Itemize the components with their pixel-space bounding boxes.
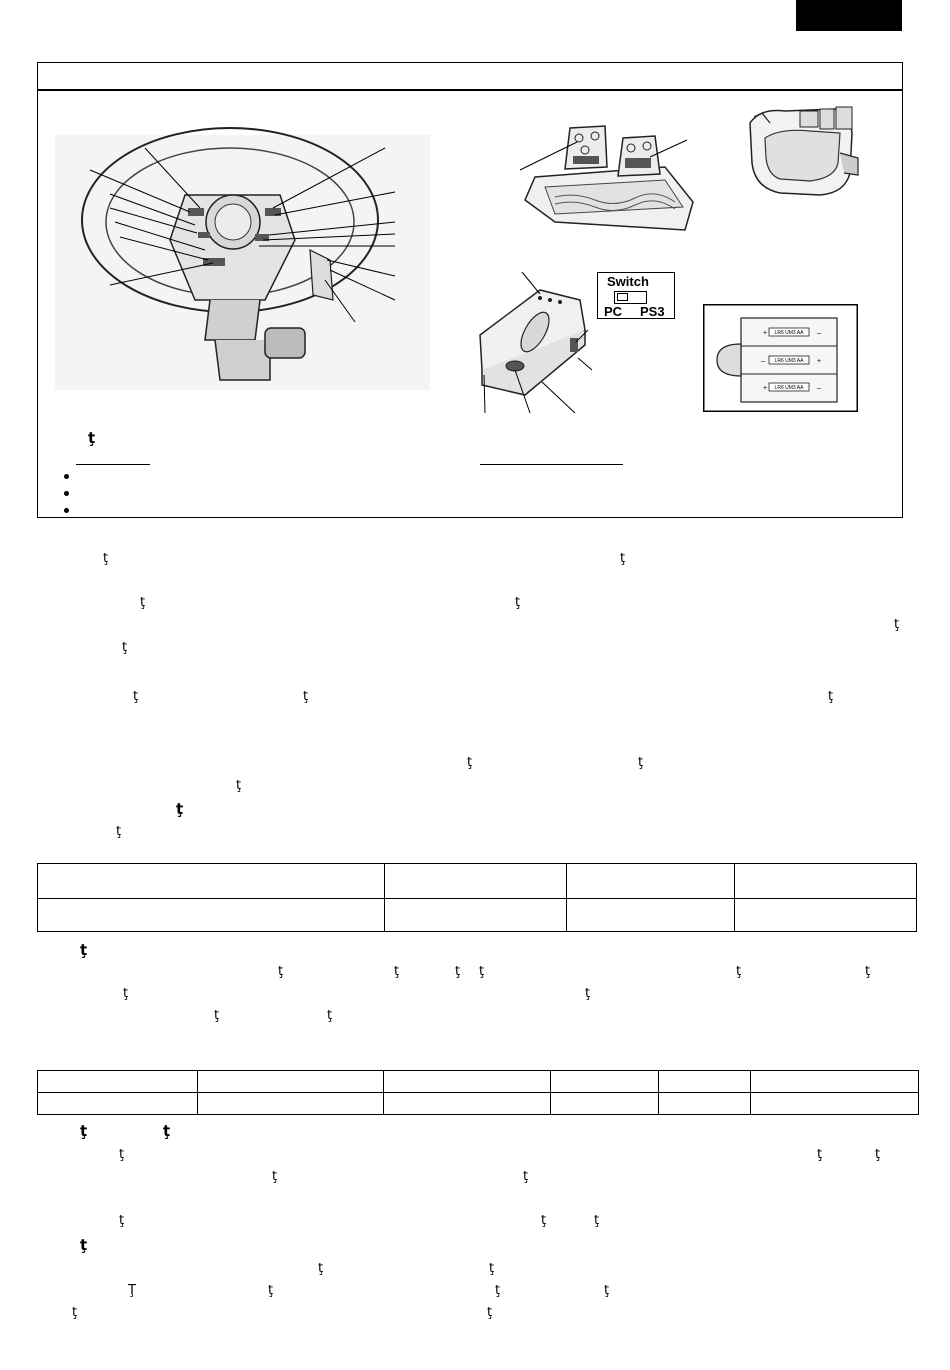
table-row [38, 1093, 919, 1115]
table-cell [659, 1093, 751, 1115]
adapter-illustration [470, 270, 600, 415]
steering-wheel-illustration [55, 100, 435, 395]
bullet-2 [64, 491, 69, 496]
battery-2-plus: + [817, 358, 822, 365]
diacritic-mark: ţ [140, 595, 146, 610]
table-cell [567, 899, 735, 932]
diacritic-mark: ţ [278, 964, 284, 979]
diacritic-mark: ţ [594, 1213, 600, 1228]
diacritic-mark: ţ [489, 1261, 495, 1276]
panel-header-bar [38, 63, 902, 91]
diacritic-mark: ţ [495, 1283, 501, 1298]
table-cell [198, 1071, 384, 1093]
diacritic-mark: ţ [119, 1147, 125, 1162]
battery-3-label: LR6 UM3 AA [774, 385, 804, 391]
table-cell [751, 1093, 919, 1115]
diacritic-mark: ţ [268, 1283, 274, 1298]
table-row [38, 864, 917, 899]
right-label-underline [480, 464, 623, 465]
clamp-illustration [740, 103, 865, 203]
switch-pc-label: PC [604, 304, 623, 319]
table-cell [735, 864, 917, 899]
diacritic-mark: ţ [479, 964, 485, 979]
table-cell [38, 899, 385, 932]
pedal-illustration [515, 122, 695, 237]
table-cell [659, 1071, 751, 1093]
diacritic-mark: ţ [894, 617, 900, 632]
battery-3-minus: – [817, 385, 821, 392]
diacritic-mark: ţ [865, 964, 871, 979]
diacritic-mark: ţ [303, 689, 309, 704]
diacritic-mark: ţ [817, 1147, 823, 1162]
diacritic-mark: Ţ [128, 1283, 136, 1298]
table-cell [38, 1071, 198, 1093]
switch-slot [614, 291, 647, 304]
diacritic-mark: ţ [467, 755, 473, 770]
table-cell [385, 899, 567, 932]
mode-switch-diagram [597, 272, 675, 319]
diacritic-mark: ţ [736, 964, 742, 979]
table-cell [384, 1093, 551, 1115]
diacritic-mark: ţ [80, 1122, 88, 1140]
table-cell [384, 1071, 551, 1093]
switch-knob [617, 293, 628, 301]
table-cell [198, 1093, 384, 1115]
diacritic-mark: ţ [585, 986, 591, 1001]
diacritic-mark: ţ [80, 1236, 88, 1254]
bullet-1 [64, 474, 69, 479]
table-cell [567, 864, 735, 899]
diacritic-mark: ţ [176, 800, 184, 818]
left-label-underline [76, 464, 150, 465]
battery-1-label: LR6 UM3 AA [774, 330, 804, 336]
diacritic-mark: ţ [875, 1147, 881, 1162]
table-cell [385, 864, 567, 899]
diacritic-mark: ţ [236, 778, 242, 793]
table-cell [38, 864, 385, 899]
diacritic-mark: ţ [828, 689, 834, 704]
page-corner-tab [796, 0, 902, 31]
diacritic-mark: ţ [214, 1008, 220, 1023]
table-cell [735, 899, 917, 932]
table-row [38, 1071, 919, 1093]
diacritic-mark: ţ [72, 1305, 78, 1320]
bullet-3 [64, 508, 69, 513]
battery-1-plus: + [763, 330, 768, 337]
diacritic-mark: ţ [163, 1122, 171, 1140]
battery-2-label: LR6 UM3 AA [774, 358, 804, 364]
diacritic-mark: ţ [394, 964, 400, 979]
diacritic-mark: ţ [88, 429, 96, 447]
battery-1-minus: – [817, 330, 821, 337]
table-cell [551, 1093, 659, 1115]
battery-2-minus: – [761, 358, 765, 365]
diacritic-mark: ţ [103, 551, 109, 566]
diacritic-mark: ţ [515, 595, 521, 610]
battery-3-plus: + [763, 385, 768, 392]
diacritic-mark: ţ [318, 1261, 324, 1276]
table-cell [38, 1093, 198, 1115]
table-cell [751, 1071, 919, 1093]
table-cell [551, 1071, 659, 1093]
diacritic-mark: ţ [455, 964, 461, 979]
battery-compartment-diagram [703, 304, 858, 412]
switch-title: Switch [607, 274, 649, 289]
switch-ps3-label: PS3 [640, 304, 665, 319]
table-1 [37, 863, 917, 932]
diacritic-mark: ţ [523, 1169, 529, 1184]
table-row [38, 899, 917, 932]
table-2 [37, 1070, 919, 1115]
diacritic-mark: ţ [133, 689, 139, 704]
diacritic-mark: ţ [604, 1283, 610, 1298]
diacritic-mark: ţ [80, 941, 88, 959]
diacritic-mark: ţ [123, 986, 129, 1001]
diacritic-mark: ţ [119, 1213, 125, 1228]
diacritic-mark: ţ [487, 1305, 493, 1320]
diacritic-mark: ţ [272, 1169, 278, 1184]
diacritic-mark: ţ [620, 551, 626, 566]
diacritic-mark: ţ [116, 824, 122, 839]
diacritic-mark: ţ [327, 1008, 333, 1023]
diacritic-mark: ţ [638, 755, 644, 770]
diacritic-mark: ţ [541, 1213, 547, 1228]
diacritic-mark: ţ [122, 640, 128, 655]
